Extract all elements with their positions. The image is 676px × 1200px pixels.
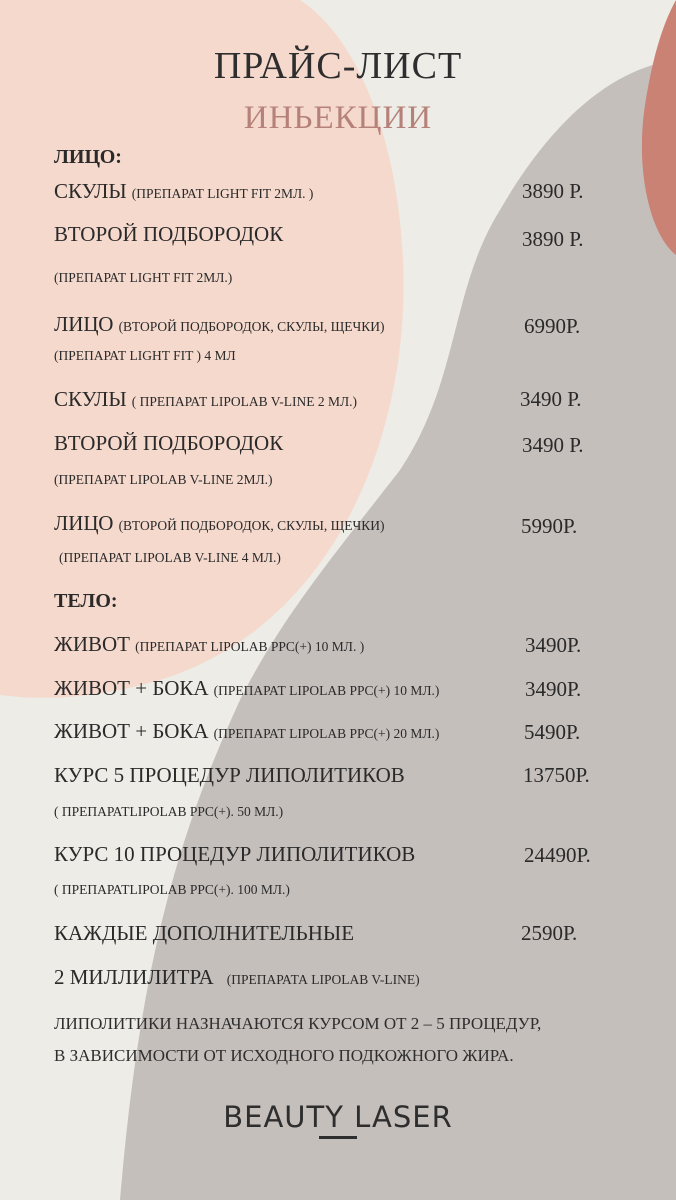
service-name: ЖИВОТ + БОКА — [54, 676, 209, 700]
service-name: КУРС 5 ПРОЦЕДУР ЛИПОЛИТИКОВ — [54, 763, 405, 787]
service-detail: (ПРЕПАРАТ LIPOLAB PPC(+) 10 МЛ.) — [213, 683, 440, 698]
service-name: ЖИВОТ + БОКА — [54, 719, 209, 743]
service-price: 3490Р. — [525, 677, 582, 701]
price-row-body-course-5 — [54, 763, 405, 788]
price-row-face-full-vline — [54, 511, 385, 536]
price-row-face-double-chin — [54, 222, 283, 247]
brand-logo-text: BEAUTY LASER — [223, 1100, 453, 1134]
page-subtitle: ИНЬЕКЦИИ — [243, 100, 433, 136]
price-row-face-cheekbones-vline — [54, 387, 357, 412]
service-name: СКУЛЫ — [54, 387, 127, 411]
brand-underline — [319, 1136, 357, 1139]
service-detail: ( ПРЕПАРАТLIPOLAB PPC(+). 50 МЛ.) — [54, 804, 284, 819]
service-price: 5490Р. — [524, 720, 581, 744]
service-name-2: 2 МИЛЛИЛИТРА — [54, 965, 214, 989]
price-row-body-extra-ml-line2 — [54, 965, 420, 990]
service-name: ЛИЦО — [54, 511, 114, 535]
service-name: СКУЛЫ — [54, 179, 127, 203]
service-detail: (ПРЕПАРАТ LIPOLAB PPC(+) 10 МЛ. ) — [135, 639, 365, 654]
service-detail: (ВТОРОЙ ПОДБОРОДОК, СКУЛЫ, ЩЕЧКИ) — [118, 518, 385, 533]
section-body-heading: ТЕЛО: — [54, 590, 118, 612]
service-price: 3890 Р. — [522, 227, 584, 251]
page-title: ПРАЙС-ЛИСТ — [213, 45, 463, 87]
service-name: ЛИЦО — [54, 312, 114, 336]
service-detail-2: (ПРЕПАРАТ LIGHT FIT ) 4 МЛ — [54, 348, 236, 363]
service-price: 5990Р. — [521, 514, 578, 538]
service-name: ВТОРОЙ ПОДБОРОДОК — [54, 222, 284, 246]
price-row-body-course-10 — [54, 842, 415, 867]
service-price: 3490 Р. — [520, 387, 582, 411]
service-detail: ( ПРЕПАРАТ LIPOLAB V-LINE 2 МЛ.) — [131, 394, 357, 409]
footnote-line-2: В ЗАВИСИМОСТИ ОТ ИСХОДНОГО ПОДКОЖНОГО ЖИРА. — [54, 1046, 514, 1065]
price-row-face-full — [54, 312, 385, 337]
price-row-body-belly-sides-20 — [54, 719, 439, 744]
service-detail: (ПРЕПАРАТ LIPOLAB V-LINE 2МЛ.) — [54, 472, 273, 487]
service-price: 3890 Р. — [522, 179, 584, 203]
service-name: КУРС 10 ПРОЦЕДУР ЛИПОЛИТИКОВ — [54, 842, 416, 866]
service-price: 3490Р. — [525, 633, 582, 657]
service-name: ЖИВОТ — [54, 632, 130, 656]
section-face-heading: ЛИЦО: — [54, 146, 122, 168]
service-detail: (ПРЕПАРАТА LIPOLAB V-LINE) — [226, 972, 420, 987]
service-detail: (ПРЕПАРАТ LIGHT FIT 2МЛ.) — [54, 270, 233, 285]
service-detail: (ПРЕПАРАТ LIGHT FIT 2МЛ. ) — [131, 186, 314, 201]
service-detail: (ВТОРОЙ ПОДБОРОДОК, СКУЛЫ, ЩЕЧКИ) — [118, 319, 385, 334]
service-price: 2590Р. — [521, 921, 578, 945]
price-row-body-belly-sides-10 — [54, 676, 439, 701]
service-name: КАЖДЫЕ ДОПОЛНИТЕЛЬНЫЕ — [54, 921, 355, 945]
service-detail: (ПРЕПАРАТ LIPOLAB PPC(+) 20 МЛ.) — [213, 726, 440, 741]
service-detail: ( ПРЕПАРАТLIPOLAB PPC(+). 100 МЛ.) — [54, 882, 290, 897]
service-price: 24490Р. — [524, 843, 591, 867]
service-detail-2: (ПРЕПАРАТ LIPOLAB V-LINE 4 МЛ.) — [59, 550, 281, 565]
price-row-body-belly — [54, 632, 364, 657]
price-row-face-double-chin-vline — [54, 431, 283, 456]
price-row-body-extra-ml — [54, 921, 354, 946]
price-row-face-cheekbones — [54, 179, 313, 204]
footnote — [54, 1008, 541, 1072]
service-price: 13750Р. — [523, 763, 590, 787]
service-price: 3490 Р. — [522, 433, 584, 457]
service-price: 6990Р. — [524, 314, 581, 338]
service-name: ВТОРОЙ ПОДБОРОДОК — [54, 431, 284, 455]
footnote-line-1: ЛИПОЛИТИКИ НАЗНАЧАЮТСЯ КУРСОМ ОТ 2 – 5 ПРОЦЕДУР, — [54, 1014, 542, 1033]
